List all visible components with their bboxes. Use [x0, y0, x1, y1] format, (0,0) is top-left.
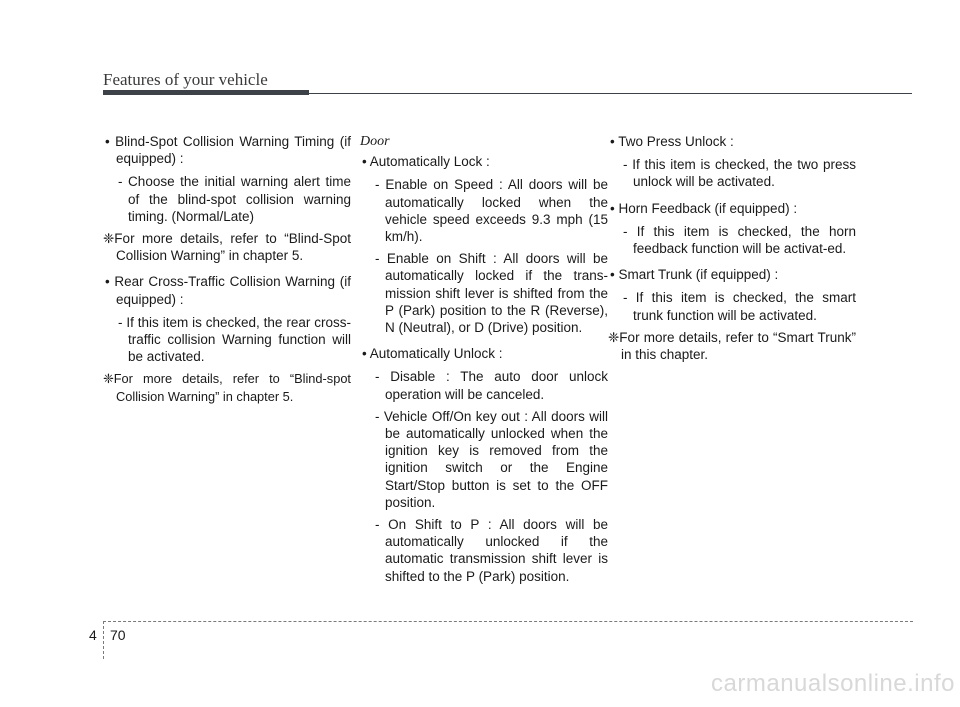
bullet-horn-feedback: • Horn Feedback (if equipped) : [610, 200, 798, 216]
note-smart-trunk: ❈For more details, refer to “Smart Trunk” in this chapter. [608, 329, 856, 363]
header-rule-thick [103, 90, 309, 95]
column-3 [608, 133, 856, 370]
bullet-auto-unlock: • Automatically Unlock : [362, 346, 503, 362]
sub-item-disable: - Disable : The auto door unlock operation will be canceled. [375, 369, 608, 402]
note-blind-spot-2: ❈For more details, refer to “Blind-spot Collision Warning” in chapter 5. [103, 371, 351, 404]
sub-item-enable-speed: - Enable on Speed : All doors will be automatically locked when the vehicle speed exceeds 9.3 mph (15 km/h). [375, 177, 608, 245]
bullet-smart-trunk: • Smart Trunk (if equipped) : [610, 267, 779, 283]
page-number: 70 [110, 627, 126, 643]
sub-item-rear-cross-traffic: - If this item is checked, the rear cross-traffic collision Warning function will be activated. [118, 314, 351, 365]
note-blind-spot: ❈For more details, refer to “Blind-Spot Collision Warning” in chapter 5. [103, 231, 351, 264]
chapter-number: 4 [89, 627, 97, 643]
bullet-rear-cross-traffic: • Rear Cross-Traffic Collision Warning (if equipped) : [105, 274, 351, 307]
sub-item-smart-trunk: - If this item is checked, the smart trunk function will be activated. [623, 290, 856, 323]
bullet-auto-lock: • Automatically Lock : [362, 154, 490, 170]
page-header-title: Features of your vehicle [103, 70, 268, 89]
footer-dashed-rule [103, 621, 913, 622]
sub-item-key-out: - Vehicle Off/On key out : All doors will be automatically unlocked when the ignition key is removed from the ignition switch or the Engine Start/Stop button is set to the OFF position. [375, 408, 608, 510]
sub-item-horn: - If this item is checked, the horn feedback function will be activat-ed. [623, 223, 856, 257]
sub-item-two-press: - If this item is checked, the two press unlock will be activated. [623, 157, 856, 190]
section-heading-door: Door [360, 134, 390, 149]
footer-vertical-dashed-rule [103, 621, 104, 659]
bullet-blind-spot-timing: • Blind-Spot Collision Warning Timing (if equipped) : [105, 134, 351, 167]
sub-item-enable-shift: - Enable on Shift : All doors will be automatically locked if the trans-mission shift lever is shifted from the P (Park) position to the R (Reverse), N (Neutral), or D (Drive) position. [375, 251, 608, 336]
bullet-two-press-unlock: • Two Press Unlock : [610, 134, 734, 149]
sub-item-shift-to-p: - On Shift to P : All doors will be automatically unlocked if the automatic transmission shift lever is shifted to the P (Park) position. [375, 517, 608, 584]
sub-item-timing: - Choose the initial warning alert time of the blind-spot collision warning timing. (Normal/Late) [118, 174, 351, 224]
column-1 [103, 133, 351, 412]
watermark-text: carmanualsonline.info [711, 670, 955, 697]
header-rule-thin [309, 93, 912, 94]
column-2 [360, 133, 608, 590]
